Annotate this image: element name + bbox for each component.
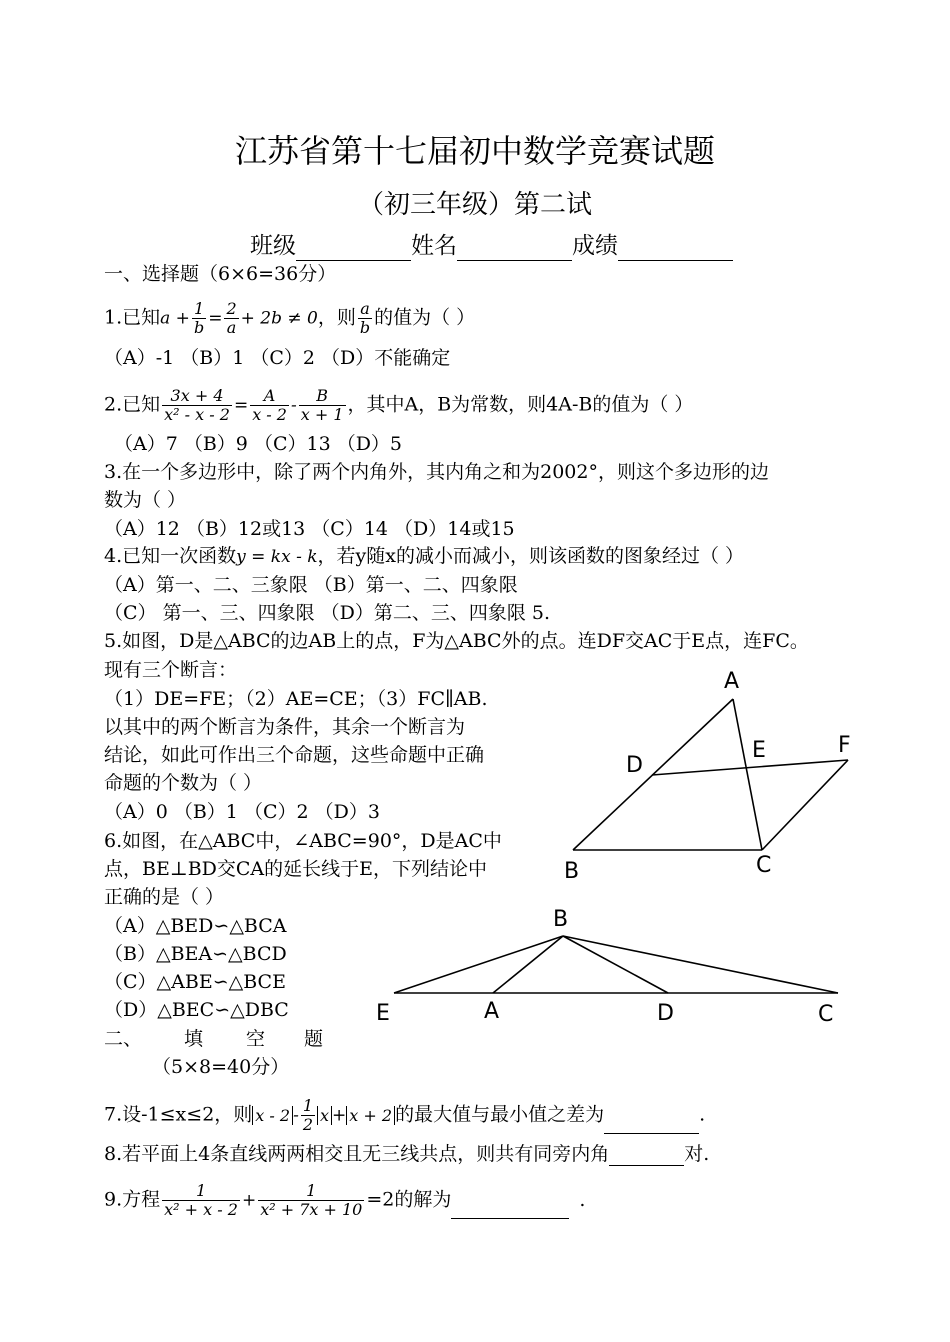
figure-1-triangle-abc xyxy=(550,660,870,890)
q7-frac: $\frac{1}{2}$ xyxy=(302,1096,313,1134)
name-label: 姓名 xyxy=(411,233,457,259)
q1-options: （A）-1 （B）1 （C）2 （D）不能确定 xyxy=(104,347,451,369)
name-field[interactable] xyxy=(457,240,572,261)
q2-frac-1: $\frac{3x + 4}{\text{x² - x - 2}}$ xyxy=(164,386,230,424)
section1-heading: 一、选择题（6×6=36分） xyxy=(104,263,337,285)
question-7 xyxy=(104,1097,705,1134)
page-title: 江苏省第十七届初中数学竞赛试题 xyxy=(234,132,715,170)
student-info-line xyxy=(250,231,733,261)
figure-2-triangle-ebc xyxy=(370,900,850,1035)
q7-answer-blank[interactable] xyxy=(604,1113,699,1134)
q4-options-1: （A）第一、二、三象限 （B）第一、二、四象限 xyxy=(104,574,518,596)
q7-minus: - xyxy=(293,1105,299,1126)
fig1-line-ac xyxy=(733,699,762,850)
q9-mid: =2的解为 xyxy=(366,1188,452,1211)
page-subtitle: （初三年级）第二试 xyxy=(357,190,592,220)
q1-eq: = xyxy=(208,308,223,329)
q6-option-b: （B）△BEA∽△BCD xyxy=(104,943,287,965)
q2-prefix: 2.已知 xyxy=(104,393,161,416)
fig1-line-df xyxy=(652,760,848,775)
fig1-label-d: D xyxy=(626,753,643,778)
q7-plus: + xyxy=(332,1105,347,1126)
q5-line5: 结论，如此可作出三个命题，这些命题中正确 xyxy=(104,744,485,766)
fig1-label-f: F xyxy=(838,733,851,758)
q2-options: （A）7 （B）9 （C）13 （D）5 xyxy=(114,433,403,455)
fig2-label-c: C xyxy=(818,1002,834,1027)
q5-line3: （1）DE=FE；（2）AE=CE；（3）FC∥AB. xyxy=(104,688,488,710)
q9-end: . xyxy=(579,1188,586,1211)
q2-suffix: ，其中A，B为常数，则4A-B的值为（ ） xyxy=(347,393,694,416)
fig2-label-b: B xyxy=(553,907,569,932)
q3-line2: 数为（ ） xyxy=(104,489,187,511)
class-field[interactable] xyxy=(296,240,411,261)
fig1-label-a: A xyxy=(724,669,740,694)
q4-expr: y = kx - k xyxy=(236,547,318,567)
q9-answer-blank[interactable] xyxy=(451,1198,569,1219)
question-1 xyxy=(104,300,475,337)
q8-suffix: 对. xyxy=(684,1143,710,1165)
q9-frac-1: $\frac{1}{\text{x² + x - 2}}$ xyxy=(164,1181,238,1219)
q4-prefix: 4.已知一次函数 xyxy=(104,545,237,567)
question-2 xyxy=(104,387,693,424)
fig2-line-ab xyxy=(493,936,563,993)
q1-frac-1: $\frac{1}{b}$ xyxy=(193,299,205,337)
q8-answer-blank[interactable] xyxy=(609,1145,684,1166)
q1-expr-b: + 2b ≠ 0 xyxy=(240,308,318,329)
score-field[interactable] xyxy=(618,240,733,261)
section2-char-1: 二、 xyxy=(104,1028,143,1050)
fig2-line-bc xyxy=(563,936,838,993)
q6-line2: 点，BE⊥BD交CA的延长线于E，下列结论中 xyxy=(104,858,488,880)
q5-line4: 以其中的两个断言为条件，其余一个断言为 xyxy=(104,716,466,738)
q1-prefix: 1.已知 xyxy=(104,306,161,329)
q5-line1: 5.如图，D是△ABC的边AB上的点，F为△ABC外的点。连DF交AC于E点，连FC。 xyxy=(104,630,809,652)
fig2-label-a: A xyxy=(484,999,500,1024)
q9-prefix: 9.方程 xyxy=(104,1188,161,1211)
fig2-label-d: D xyxy=(657,1001,674,1026)
q5-line6: 命题的个数为（ ） xyxy=(104,772,263,794)
q2-minus: - xyxy=(290,395,297,416)
q1-frac-3: $\frac{a}{b}$ xyxy=(359,299,371,337)
fig1-label-b: B xyxy=(564,859,580,884)
q9-frac-2: $\frac{1}{\text{x² + 7x + 10}}$ xyxy=(260,1181,363,1219)
fig1-label-e: E xyxy=(752,738,766,763)
fig1-label-c: C xyxy=(756,853,772,878)
q1-expr-a: a + xyxy=(160,308,190,329)
q4-suffix: ，若y随x的减小而减小，则该函数的图象经过（ ） xyxy=(317,545,745,567)
question-4 xyxy=(104,544,744,569)
q5-options: （A）0 （B）1 （C）2 （D）3 xyxy=(104,801,380,823)
q7-abs-1: x - 2 xyxy=(252,1106,293,1125)
question-8 xyxy=(104,1142,709,1166)
q1-frac-2: $\frac{2}{a}$ xyxy=(226,299,237,337)
question-9 xyxy=(104,1182,585,1219)
class-label: 班级 xyxy=(250,233,296,259)
q2-frac-3: $\frac{B}{x + 1}$ xyxy=(300,386,344,424)
q4-options-2: （C） 第一、三、四象限 （D）第二、三、四象限 5. xyxy=(104,602,551,624)
fig2-line-bd xyxy=(563,936,668,993)
section2-score: （5×8=40分） xyxy=(152,1056,290,1078)
q8-prefix: 8.若平面上4条直线两两相交且无三线共点，则共有同旁内角 xyxy=(104,1143,610,1165)
q1-suffix: 的值为（ ） xyxy=(374,306,476,329)
fig2-line-eb xyxy=(394,936,563,993)
fig1-line-fc xyxy=(762,760,848,850)
q2-frac-2: $\frac{A}{x - 2}$ xyxy=(252,386,287,424)
q3-options: （A）12 （B）12或13 （C）14 （D）14或15 xyxy=(104,518,515,540)
q5-line2: 现有三个断言： xyxy=(104,659,238,681)
q7-abs-2: x xyxy=(317,1106,332,1125)
q6-line1: 6.如图，在△ABC中，∠ABC=90°，D是AC中 xyxy=(104,830,502,852)
section2-char-4: 题 xyxy=(304,1028,324,1050)
q7-end: . xyxy=(699,1103,706,1126)
q7-abs-3: x + 2 xyxy=(346,1106,395,1125)
score-label: 成绩 xyxy=(572,233,618,259)
q2-eq: = xyxy=(233,395,249,416)
q6-option-c: （C）△ABE∽△BCE xyxy=(104,971,286,993)
fig2-label-e: E xyxy=(376,1001,390,1026)
section2-char-2: 填 xyxy=(184,1028,204,1050)
section2-char-3: 空 xyxy=(246,1028,266,1050)
q7-prefix: 7.设-1≤x≤2，则 xyxy=(104,1103,253,1126)
q1-mid: ，则 xyxy=(317,306,356,329)
q3-line1: 3.在一个多边形中，除了两个内角外，其内角之和为2002°，则这个多边形的边 xyxy=(104,461,769,483)
q6-option-a: （A）△BED∽△BCA xyxy=(104,915,287,937)
q7-suffix: 的最大值与最小值之差为 xyxy=(395,1103,605,1126)
q6-line3: 正确的是（ ） xyxy=(104,886,225,908)
q6-option-d: （D）△BEC∽△DBC xyxy=(104,999,289,1021)
q9-plus: + xyxy=(241,1190,257,1211)
